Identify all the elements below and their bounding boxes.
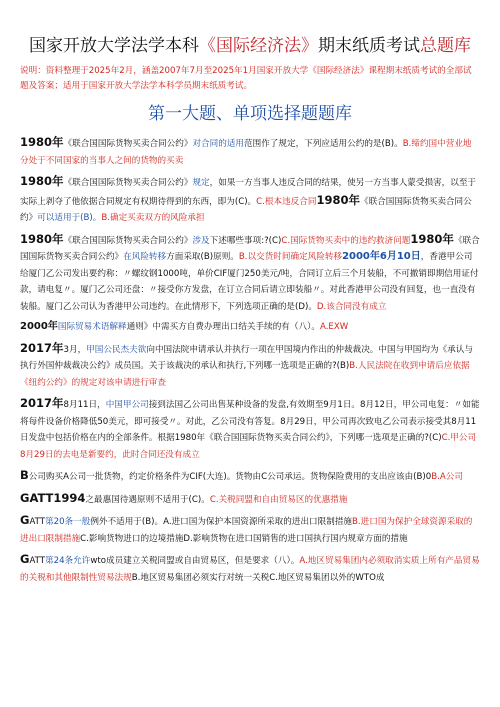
section-title: 第一大题、单项选择题题库: [148, 104, 352, 124]
answer-2: C.根本违反合同: [256, 196, 317, 207]
title-exam: 期末纸质考试: [318, 36, 420, 56]
answer-1: B.缔约国中营业地分处于不同国家的当事人之间的货物的买卖: [20, 139, 472, 166]
title-school: 国家开放大学法学本科: [29, 36, 199, 56]
question-3: 1980年《联合国国际货物买卖合同公约》涉及下述哪些事项:?(C)C.国际货物买卖中的违约救济问题1980年《联合国国际货物买卖合同公约》在风险转移方面采取(B)原则。B.以交货时间确定风险转移2000年6月10日，香港甲公司给厦门乙公司发出要约称：〃螺纹钢1000吨，单价CIF厦门250美元/吨，合同订立后三个月装船，不可撤销即期信用证付款，请电复〃。厦门乙公司还盘：〃接受你方发盘，在订立合同后请立即装船〃。对此香港甲公司没有回复，也一直没有装船。厦门乙公司认为香港甲公司违约。在此情形下，下列选项正确的是(D)。D.该合同没有成立: [20, 231, 480, 312]
answer-12: B.进口国为保护全球资源采取的进出口限制措施: [20, 517, 473, 544]
title-bank: 总题库: [420, 36, 471, 56]
answer-11: C.关税同盟和自由贸易区的优惠措施: [209, 494, 348, 505]
document-note: 说明：资料整理于2025年2月，涵盖2007年7月至2025年1月国家开放大学《国际经济法》课程期末纸质考试的全部试题及答案；适用于国家开放大学法学本科学员期末纸质考试。: [20, 66, 472, 91]
answer-7: A.EXW: [319, 322, 349, 332]
document-title: [20, 34, 480, 58]
question-2: 1980年《联合国国际货物买卖合同公约》规定，如果一方当事人违反合同的结果，使另一方当事人蒙受损害，以至于实际上剥夺了他依据合同规定有权期待得到的东西，即为(C)。C.根本违反合同1980年《联合国国际货物买卖合同公约》可以适用于(B)。B.确定买卖双方的风险承担: [20, 174, 477, 223]
question-9: GATT第20条一般例外不适用于(B)。A.进口国为保护本国资源所采取的进出口限制措施B.进口国为保护全球资源采取的进出口限制措施C.影响货物进口的边境措施D.影响货物在进口国销售的进口国执行国内规章方面的措施: [20, 513, 473, 544]
answer-9: C.甲公司8月29日的去电是新要约，此时合同还没有成立: [20, 433, 477, 460]
answer-4: C.国际货物买卖中的违约救济问题: [281, 235, 411, 246]
question-7: B公司购买A公司一批货物，约定价格条件为CIF(大连)。货物由C公司承运。货物保险费用的支出应该由(B)0B.A公司: [20, 468, 463, 482]
question-6: 2017年8月11日，中国甲公司接到法国乙公司出售某种设备的发盘,有效期至9月1日。8月12日，甲公司电复：〃如能将每件设备价格降低50美元，即可接受〃。对此，乙公司没有答复。8月29日，甲公司再次致电乙公司表示接受其8月11日发盘中包括价格在内的全部条件。根据1980年《联合国国际货物买卖合同公约》，下列哪一选项是正确的?(C)C.甲公司8月29日的去电是新要约，此时合同还没有成立: [20, 396, 480, 460]
question-1: 1980年《联合国国际货物买卖合同公约》对合同的适用范围作了规定，下列应适用公约的是(B)。B.缔约国中营业地分处于不同国家的当事人之间的货物的买卖: [20, 135, 472, 166]
title-course: 《国际经济法》: [199, 36, 318, 56]
question-10: GATT第24条允许wto成员建立关税同盟或自由贸易区，但是要求（八）。A.地区贸易集团内必须取消实质上所有产品贸易的关税和其他限制性贸易法规B.地区贸易集团必须实行对统一关税C.地区贸易集团以外的WTO成: [20, 552, 480, 583]
answer-6: D.该合同没有成立: [316, 301, 387, 312]
answer-3: B.确定买卖双方的风险承担: [101, 213, 205, 223]
question-5: 2017年3月，甲国公民杰夫欲向中国法院申请承认并执行一项在甲国境内作出的仲裁裁决。中国与甲国均为《承认与执行外国仲裁裁决公约》成员国。关于该裁决的承认和执行,下列哪一选项是正确的?(B)B.人民法院在收到申请后应依据《纽约公约》的规定对该申请进行审查: [20, 340, 473, 388]
answer-8: B.人民法院在收到申请后应依据《纽约公约》的规定对该申请进行审查: [20, 361, 470, 388]
answer-13: A.地区贸易集团内必须取消实质上所有产品贸易的关税和其他限制性贸易法规: [20, 556, 480, 583]
answer-5: B.以交货时间确定风险转移: [238, 252, 343, 262]
question-8: GATT1994之最惠国待遇原则不适用于(C)。C.关税同盟和自由贸易区的优惠措施: [20, 490, 348, 505]
question-4: 2000年国际贸易术语解释通则》中需买方自费办理出口结关手续的有（八）。A.EXW: [20, 321, 349, 332]
answer-10: B.A公司: [431, 472, 463, 482]
